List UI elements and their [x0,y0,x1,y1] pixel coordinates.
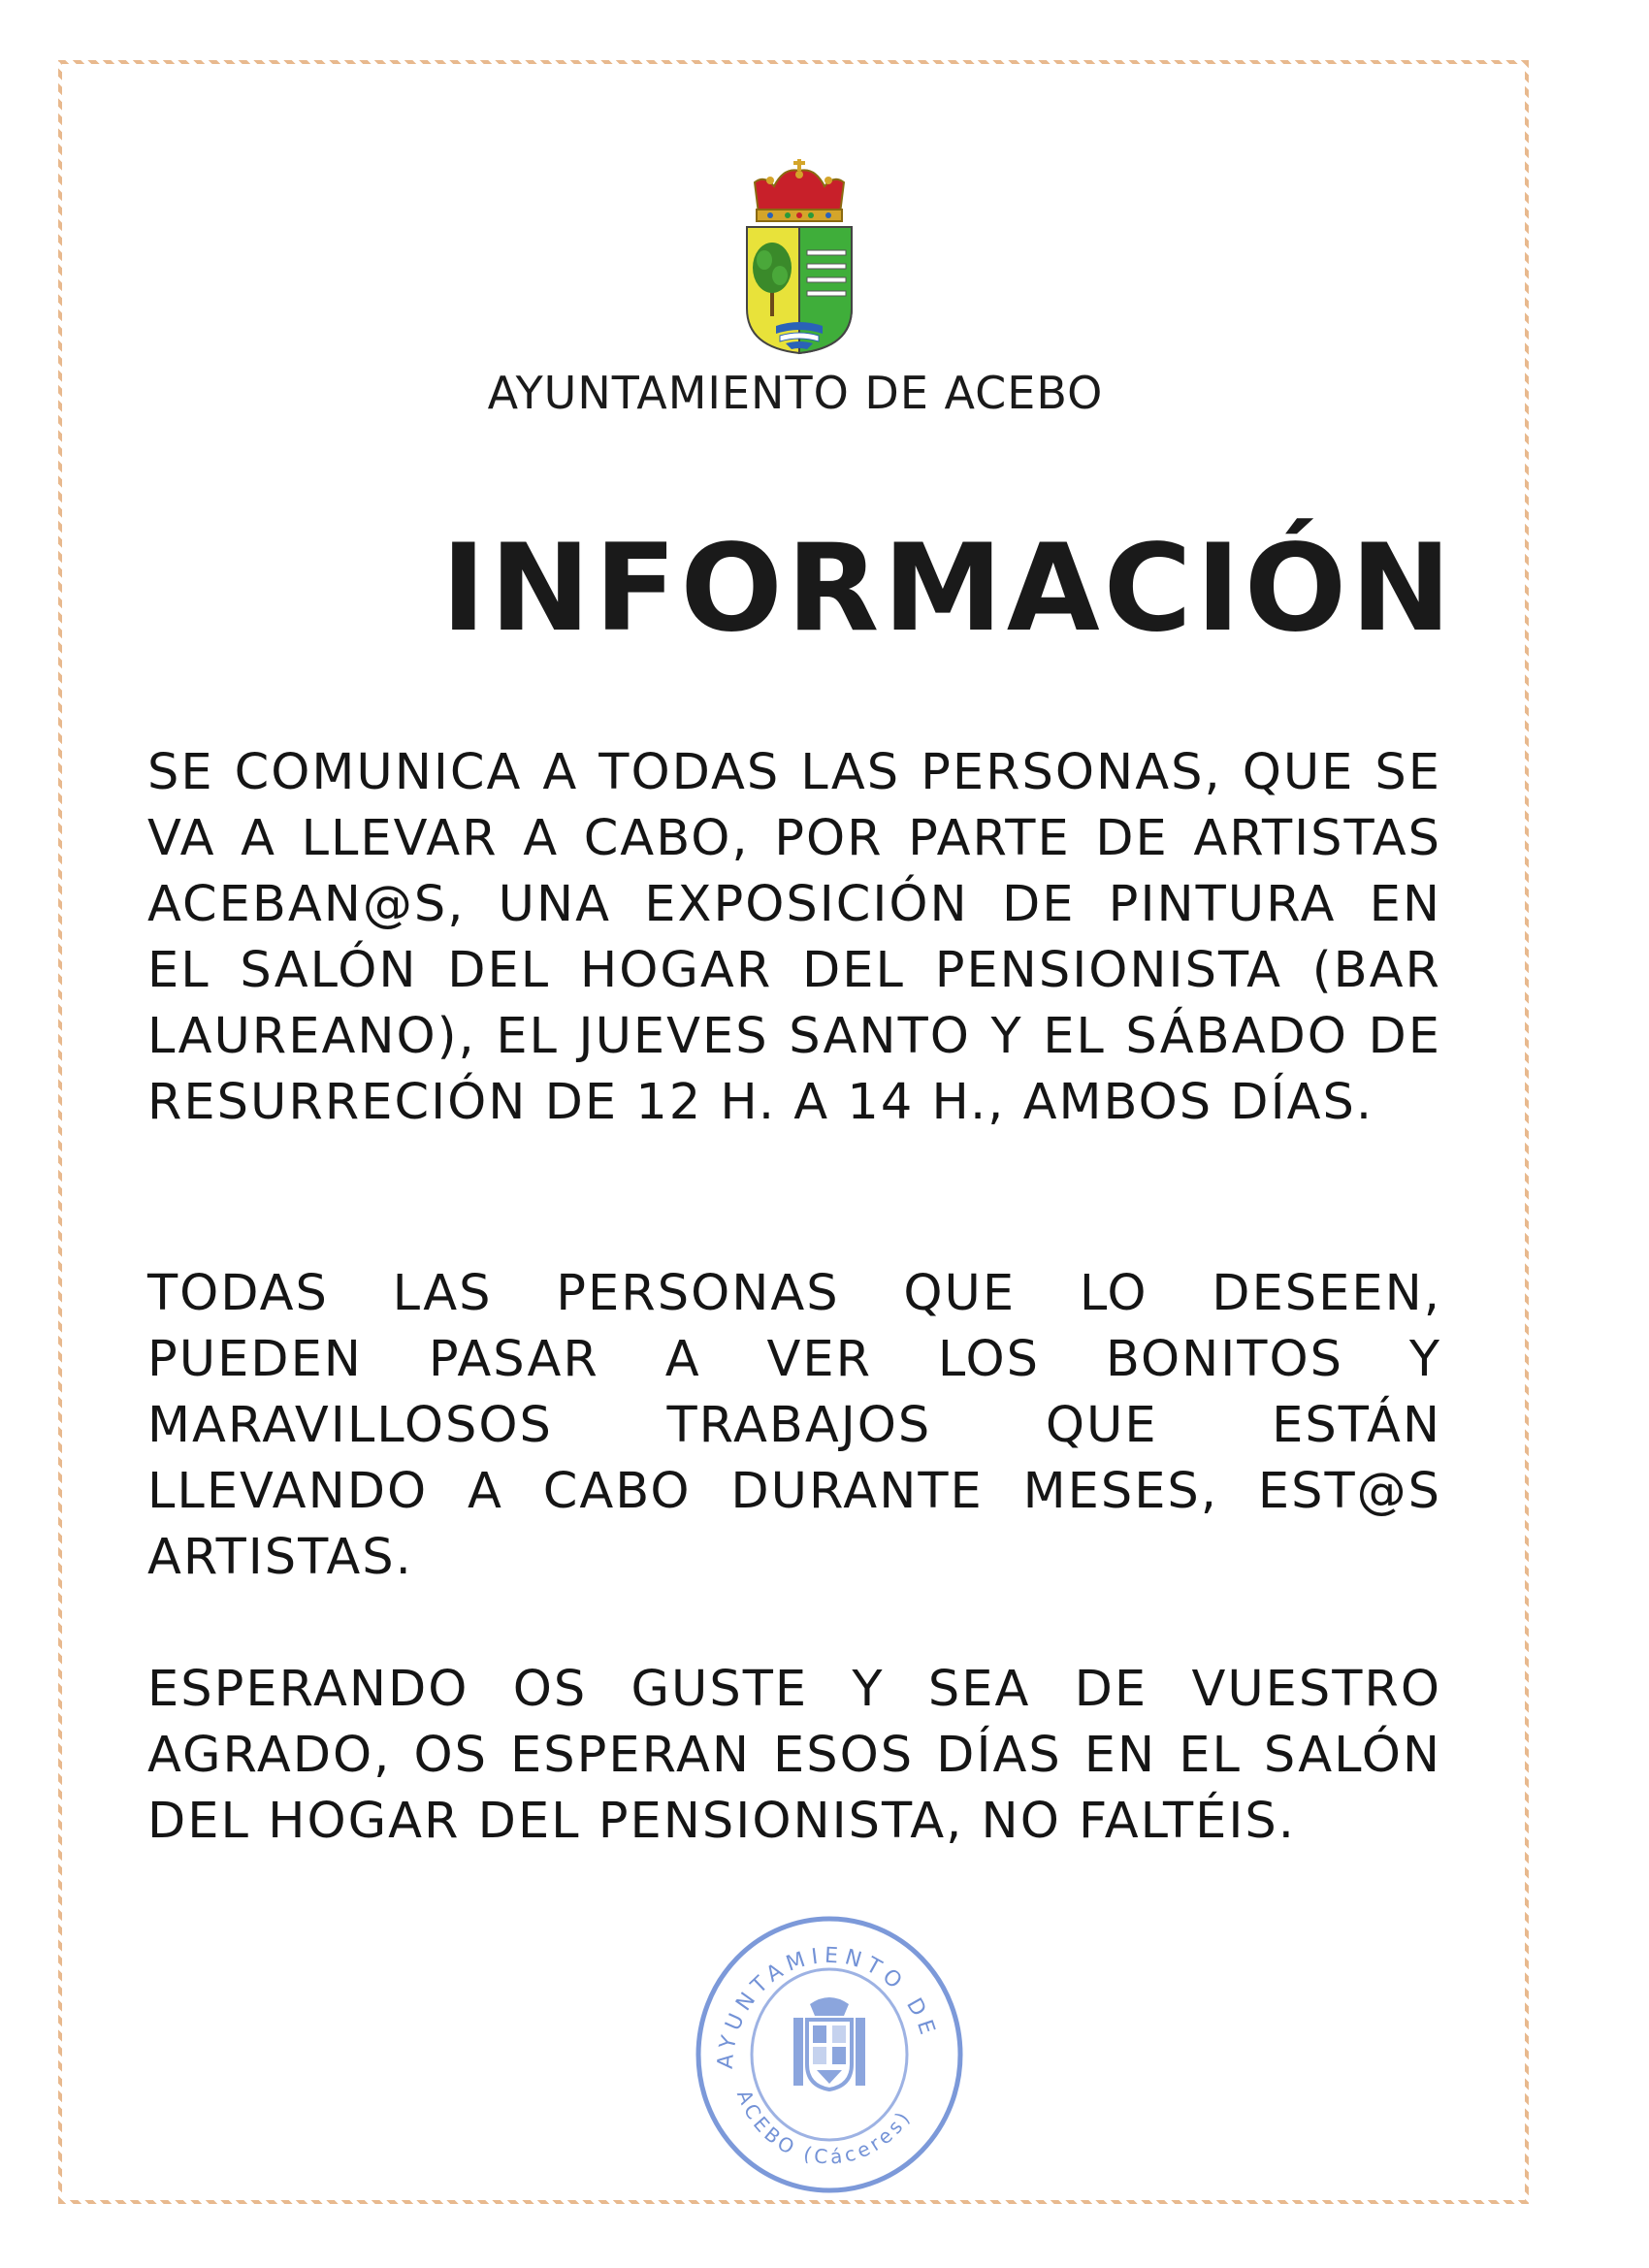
svg-text:ACEBO (Cáceres) [732,2087,917,2169]
crown-icon [755,159,844,221]
stamp-bottom-text: ACEBO (Cáceres) [732,2086,917,2169]
coat-of-arms-icon [741,153,857,357]
royal-arms-icon [793,1997,865,2090]
notice-paragraph-exhibition: SE COMUNICA A TODAS LAS PERSONAS, QUE SE VA A LLEVAR A CABO, POR PARTE DE ARTISTAS ACEBAN@S, UNA EXPOSICIÓN DE PINTURA EN EL SALÓN DEL HOGAR DEL PENSIONISTA (BAR LAUREANO), EL JUEVES SANTO Y EL SÁBADO DE RESURRECIÓN DE 12 H. A 14 H., AMBOS DÍAS. [147,744,1441,1131]
council-name: AYUNTAMIENTO DE ACEBO [487,367,1104,419]
page-title: INFORMACIÓN [440,519,1455,659]
notice-paragraph-closing: ESPERANDO OS GUSTE Y SEA DE VUESTRO AGRADO, OS ESPERAN ESOS DÍAS EN EL SALÓN DEL HOGAR DEL PENSIONISTA, NO FALTÉIS. [147,1661,1441,1850]
shield-icon [747,227,852,353]
council-seal-stamp [689,1909,970,2200]
stamp-top-text: AYUNTAMIENTO DE [713,1943,941,2070]
notice-paragraph-invitation: TODAS LAS PERSONAS QUE LO DESEEN, PUEDEN PASAR A VER LOS BONITOS Y MARAVILLOSOS TRABAJOS QUE ESTÁN LLEVANDO A CABO DURANTE MESES, EST@S ARTISTAS. [147,1265,1441,1586]
